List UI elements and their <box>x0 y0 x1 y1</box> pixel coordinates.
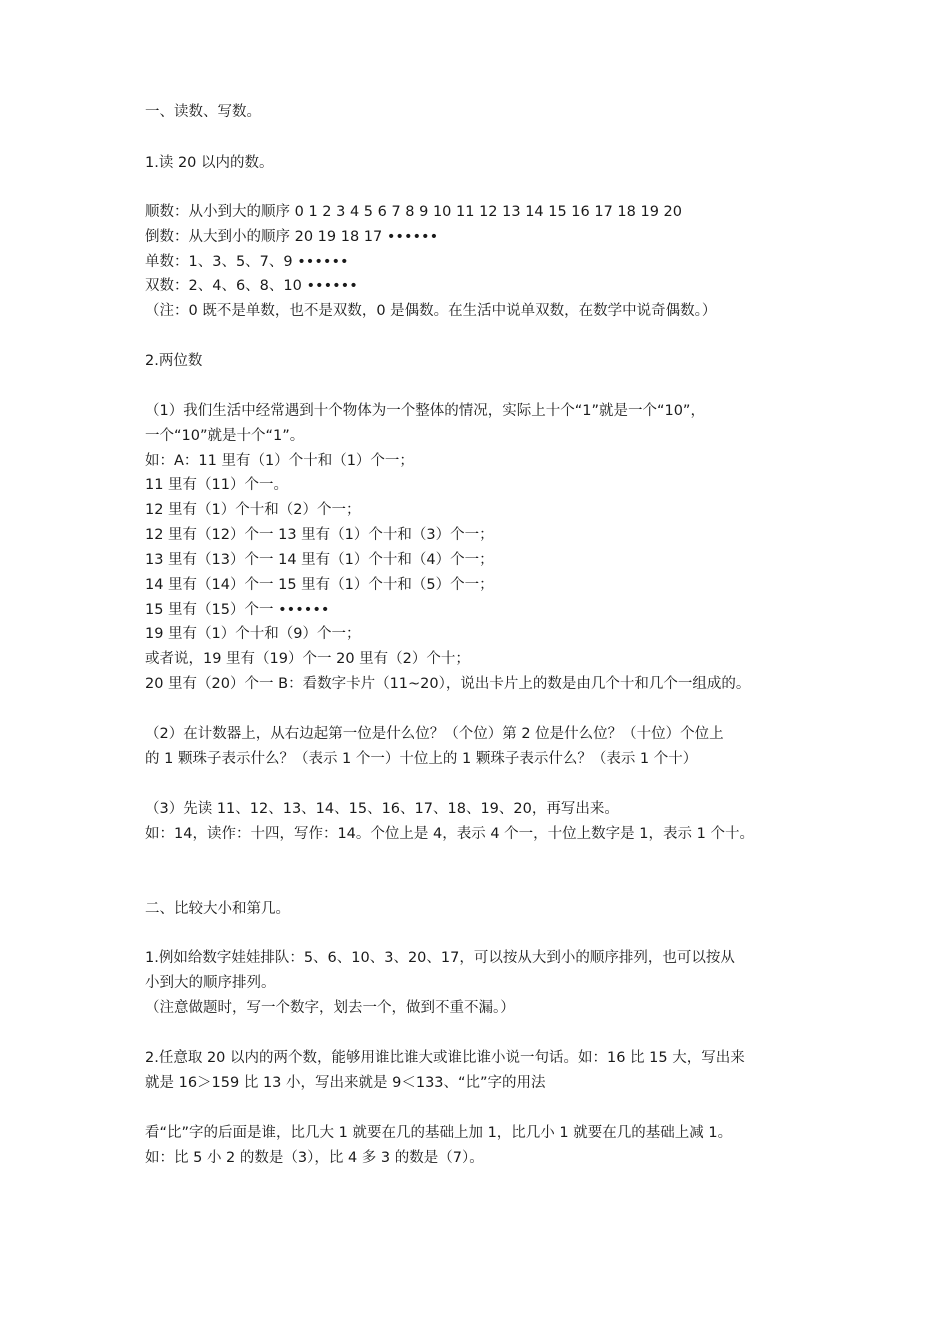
sub1-heading: 1.读 20 以内的数。 <box>145 155 274 171</box>
sub1-note: （注：0 既不是单数，也不是双数，0 是偶数。在生活中说单双数，在数学中说奇偶数。） <box>145 303 717 319</box>
sub2-part3-line: 如：14，读作：十四，写作：14。个位上是 4，表示 4 个一，十位上数字是 1，表示 1 个十。 <box>145 826 754 842</box>
sub2-part3-line: （3）先读 11、12、13、14、15、16、17、18、19、20，再写出来。 <box>145 801 619 817</box>
sub2-part1-line: 12 里有（1）个十和（2）个一； <box>145 502 361 518</box>
section2-item3-line: 如：比 5 小 2 的数是（3），比 4 多 3 的数是（7）。 <box>145 1150 484 1166</box>
sub2-part1-line: （1）我们生活中经常遇到十个物体为一个整体的情况，实际上十个“1”就是一个“10”， <box>145 403 705 419</box>
sub2-part2-line: 的 1 颗珠子表示什么？（表示 1 个一）十位上的 1 颗珠子表示什么？（表示 1 个十） <box>145 751 698 767</box>
sub2-part1-line: 15 里有（15）个一 •••••• <box>145 602 330 618</box>
section2-item3-line: 看“比”字的后面是谁，比几大 1 就要在几的基础上加 1，比几小 1 就要在几的基础上减 1。 <box>145 1125 733 1141</box>
sub1-line: 倒数：从大到小的顺序 20 19 18 17 •••••• <box>145 229 439 245</box>
section2-item2-line: 2.任意取 20 以内的两个数，能够用谁比谁大或谁比谁小说一句话。如：16 比 15 大，写出来 <box>145 1050 745 1066</box>
sub2-heading: 2.两位数 <box>145 353 203 369</box>
sub2-part1-line: 14 里有（14）个一 15 里有（1）个十和（5）个一； <box>145 577 494 593</box>
sub2-part1-line: 或者说，19 里有（19）个一 20 里有（2）个十； <box>145 651 470 667</box>
section2-item2-line: 就是 16＞159 比 13 小，写出来就是 9＜133、“比”字的用法 <box>145 1075 546 1091</box>
sub2-part1-line: 13 里有（13）个一 14 里有（1）个十和（4）个一； <box>145 552 494 568</box>
section2-item1-line: 1.例如给数字娃娃排队：5、6、10、3、20、17，可以按从大到小的顺序排列，也可以按从 <box>145 950 735 966</box>
section2-item1-note: （注意做题时，写一个数字，划去一个，做到不重不漏。） <box>145 1000 515 1016</box>
section2-item1-line: 小到大的顺序排列。 <box>145 975 276 991</box>
section2-heading: 二、比较大小和第几。 <box>145 901 290 917</box>
sub2-part1-line: 一个“10”就是十个“1”。 <box>145 428 305 444</box>
sub1-line: 双数：2、4、6、8、10 •••••• <box>145 278 358 294</box>
sub2-part1-line: 11 里有（11）个一。 <box>145 477 289 493</box>
sub1-line: 单数：1、3、5、7、9 •••••• <box>145 254 349 270</box>
sub2-part1-line: 如：A：11 里有（1）个十和（1）个一； <box>145 453 414 469</box>
sub2-part1-line: 12 里有（12）个一 13 里有（1）个十和（3）个一； <box>145 527 494 543</box>
sub2-part1-line: 20 里有（20）个一 B：看数字卡片（11~20），说出卡片上的数是由几个十和几个一组成的。 <box>145 676 751 692</box>
sub2-part2-line: （2）在计数器上，从右边起第一位是什么位？（个位）第 2 位是什么位？（十位）个位上 <box>145 726 724 742</box>
section1-heading: 一、读数、写数。 <box>145 104 261 120</box>
sub1-line: 顺数：从小到大的顺序 0 1 2 3 4 5 6 7 8 9 10 11 12 13 14 15 16 17 18 19 20 <box>145 204 683 220</box>
sub2-part1-line: 19 里有（1）个十和（9）个一； <box>145 626 361 642</box>
